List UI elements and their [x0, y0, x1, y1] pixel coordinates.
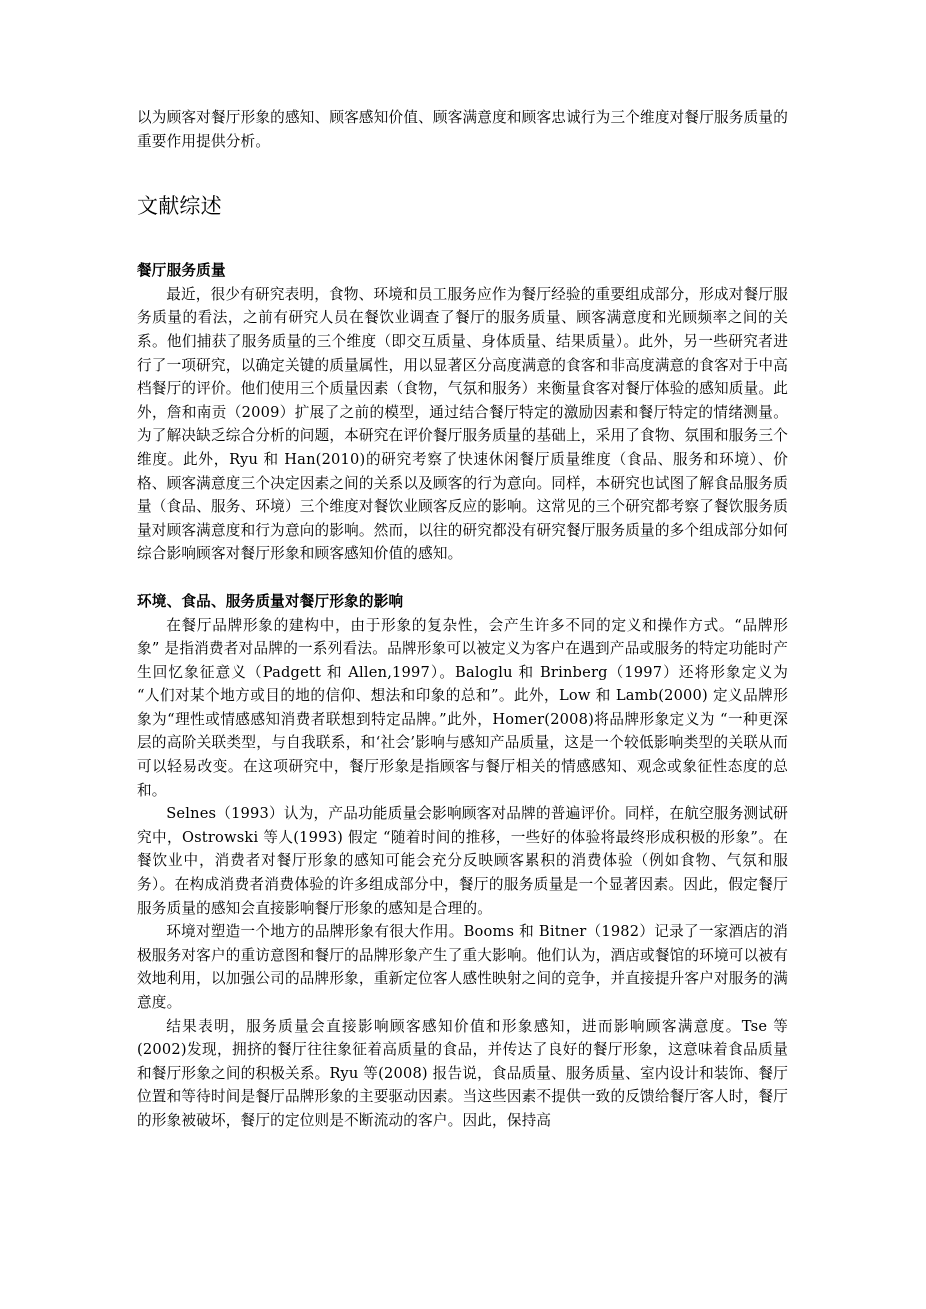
section-title-service-quality: 餐厅服务质量 — [137, 262, 226, 280]
paragraph-image-2: Selnes（1993）认为，产品功能质量会影响顾客对品牌的普遍评价。同样，在航空服务测试研究中，Ostrowski 等人(1993) 假定 “随着时间的推移，一些好的体验将最终形成积极的形象”。在餐饮业中，消费者对餐厅形象的感知可能会充分反映顾客累积的消费体验（例如食物、气氛和服务）。在构成消费者消费体验的许多组成部分中，餐厅的服务质量是一个显著因素。因此，假定餐厅服务质量的感知会直接影响餐厅形象的感知是合理的。 — [137, 805, 788, 917]
section-title-image-influence: 环境、食品、服务质量对餐厅形象的影响 — [137, 592, 404, 610]
paragraph-image-3: 环境对塑造一个地方的品牌形象有很大作用。Booms 和 Bitner（1982）记录了一家酒店的消极服务对客户的重访意图和餐厅的品牌形象产生了重大影响。他们认为，酒店或餐馆的环境可以被有效地利用，以加强公司的品牌形象，重新定位客人感性映射之间的竞争，并直接提升客户对服务的满意度。 — [137, 923, 788, 1011]
intro-paragraph: 以为顾客对餐厅形象的感知、顾客感知价值、顾客满意度和顾客忠诚行为三个维度对餐厅服务质量的重要作用提供分析。 — [137, 109, 788, 150]
paragraph-image-4: 结果表明，服务质量会直接影响顾客感知价值和形象感知，进而影响顾客满意度。Tse 等(2002)发现，拥挤的餐厅往往象征着高质量的食品，并传达了良好的餐厅形象，这意味着食品质量和餐厅形象之间的积极关系。Ryu 等(2008) 报告说，食品质量、服务质量、室内设计和装饰、餐厅位置和等待时间是餐厅品牌形象的主要驱动因素。当这些因素不提供一致的反馈给餐厅客人时，餐厅的形象被破坏，餐厅的定位则是不断流动的客户。因此，保持高 — [137, 1017, 788, 1129]
literature-review-heading: 文献综述 — [137, 194, 222, 219]
spacer — [137, 219, 788, 259]
spacer — [137, 566, 788, 590]
paragraph-image-1: 在餐厅品牌形象的建构中，由于形象的复杂性，会产生许多不同的定义和操作方式。“品牌形象” 是指消费者对品牌的一系列看法。品牌形象可以被定义为客户在遇到产品或服务的特定功能时产生回忆象征意义（Padgett 和 Allen,1997）。Baloglu 和 Brinberg（1997）还将形象定义为 “人们对某个地方或目的地的信仰、想法和印象的总和”。此外，Low 和 Lamb(2000) 定义品牌形象为“理性或情感感知消费者联想到特定品牌。”此外，Homer(2008)将品牌形象定义为 “一种更深层的高阶关联类型，与自我联系，和‘社会’影响与感知产品质量，这是一个较低影响类型的关联从而可以轻易改变。在这项研究中，餐厅形象是指顾客与餐厅相关的情感感知、观念或象征性态度的总和。 — [137, 616, 788, 799]
document-body — [137, 106, 788, 1133]
paragraph-service-quality-1: 最近，很少有研究表明，食物、环境和员工服务应作为餐厅经验的重要组成部分，形成对餐厅服务质量的看法，之前有研究人员在餐饮业调查了餐厅的服务质量、顾客满意度和光顾频率之间的关系。他们捕获了服务质量的三个维度（即交互质量、身体质量、结果质量）。此外，另一些研究者进行了一项研究，以确定关键的质量属性，用以显著区分高度满意的食客和非高度满意的食客对于中高档餐厅的评价。他们使用三个质量因素（食物，气氛和服务）来衡量食客对餐厅体验的感知质量。此外，詹和南贡（2009）扩展了之前的模型，通过结合餐厅特定的激励因素和餐厅特定的情绪测量。为了解决缺乏综合分析的问题，本研究在评价餐厅服务质量的基础上，采用了食物、氛围和服务三个维度。此外，Ryu 和 Han(2010)的研究考察了快速休闲餐厅质量维度（食品、服务和环境）、价格、顾客满意度三个决定因素之间的关系以及顾客的行为意向。同样，本研究也试图了解食品服务质量（食品、服务、环境）三个维度对餐饮业顾客反应的影响。这常见的三个研究都考察了餐饮服务质量对顾客满意度和行为意向的影响。然而，以往的研究都没有研究餐厅服务质量的多个组成部分如何综合影响顾客对餐厅形象和顾客感知价值的感知。 — [137, 285, 788, 563]
